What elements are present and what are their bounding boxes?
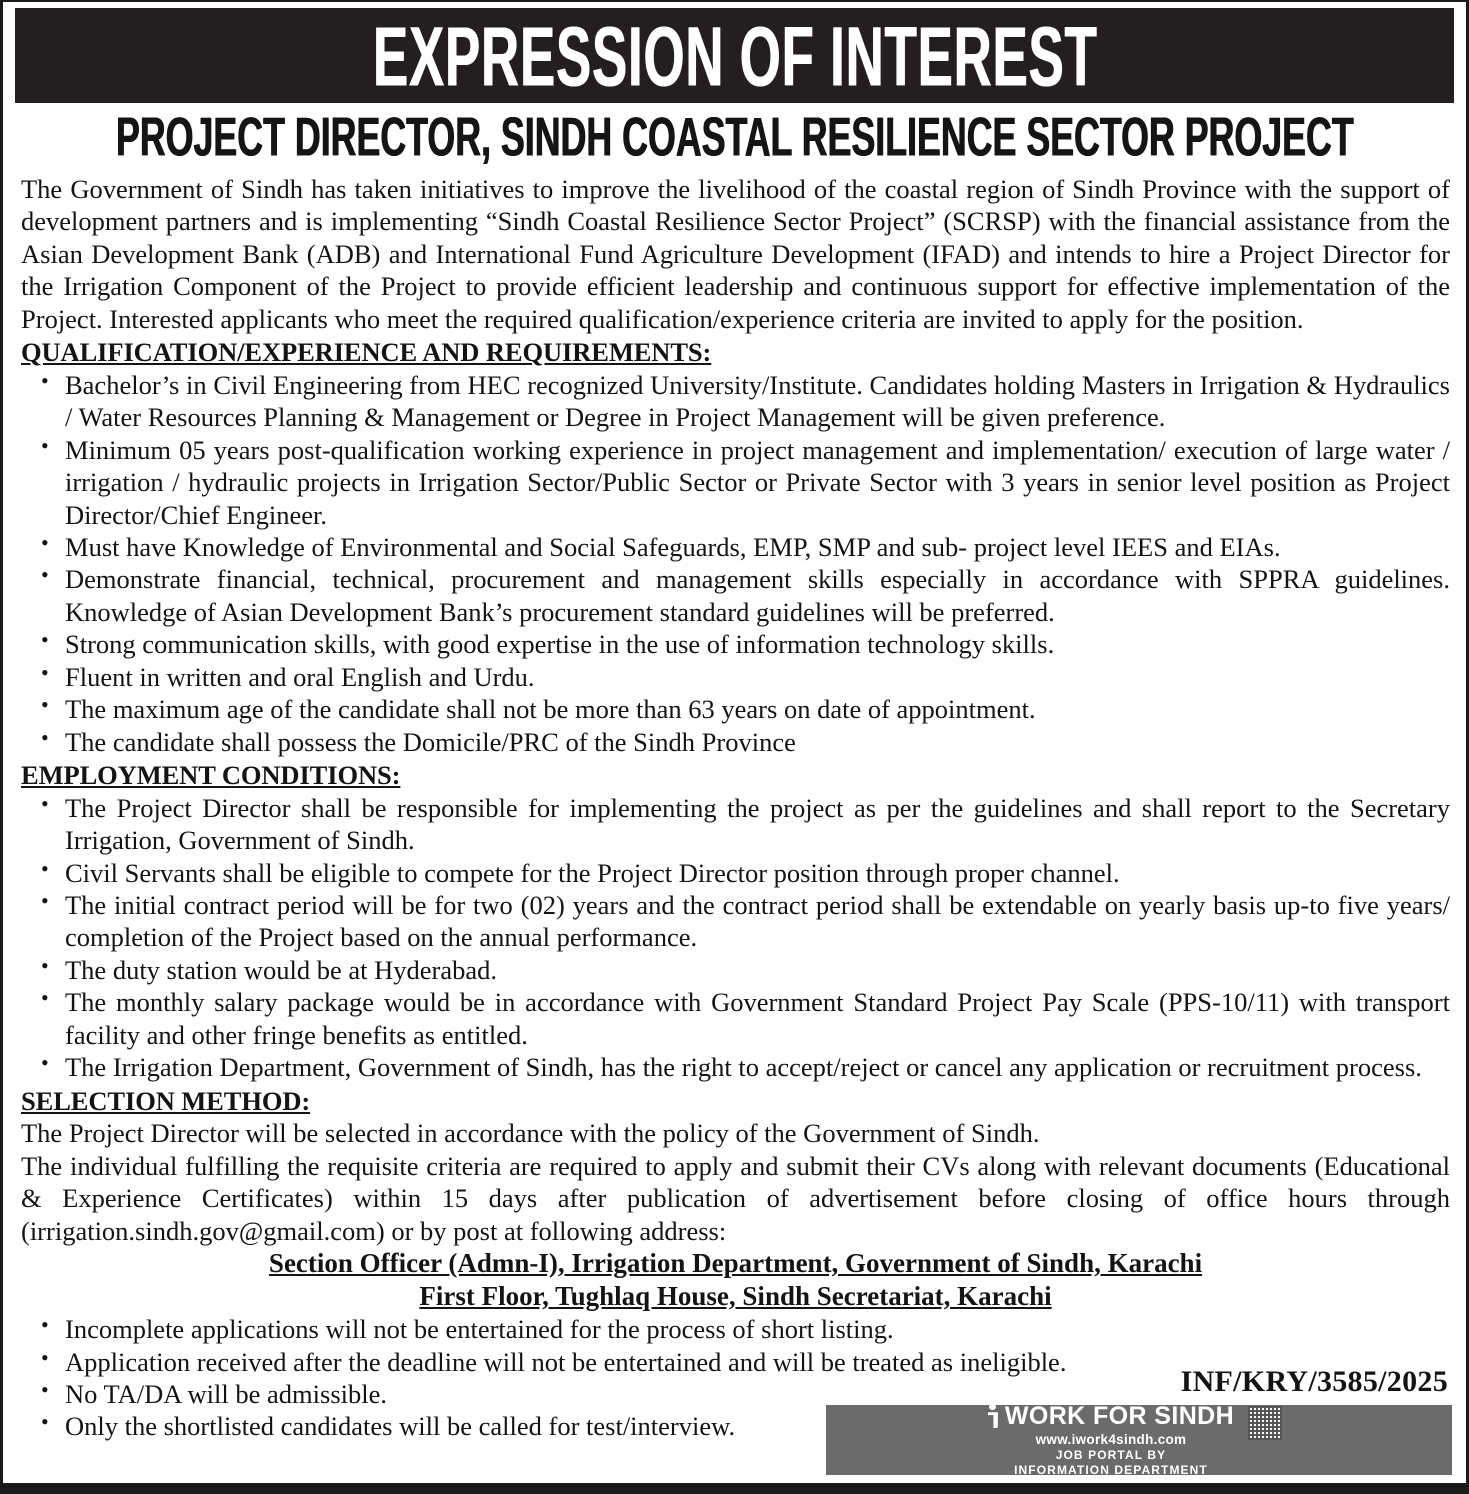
- expression-of-interest-banner: [15, 8, 1454, 103]
- iwork-for-sindh-banner: [826, 1401, 1452, 1478]
- list-item: • Application received after the deadline will not be entertained and will be treated as ineligible.: [21, 1346, 1450, 1378]
- logo-text-column: [988, 1401, 1235, 1478]
- address-line-2: [21, 1280, 1450, 1313]
- list-item: • Bachelor’s in Civil Engineering from HEC recognized University/Institute. Candidates holding Masters in Irrigation & Hydraulics / Water Resources Planning & Management or Degree in Project Management will be given preference.: [21, 369, 1450, 434]
- qr-code-icon: [1248, 1406, 1282, 1440]
- logo-group: [988, 1401, 1282, 1478]
- selection-paragraph-1: The Project Director will be selected in accordance with the policy of the Government of Sindh.: [21, 1118, 1040, 1149]
- list-item: • The Irrigation Department, Government of Sindh, has the right to accept/reject or cancel any application or recruitment process.: [21, 1051, 1450, 1083]
- list-item: • The initial contract period will be for two (02) years and the contract period shall be extendable on yearly basis up-to five years/ completion of the Project based on the annual performance.: [21, 889, 1450, 954]
- advertisement-inner: [15, 8, 1454, 1479]
- list-item: • The monthly salary package would be in accordance with Government Standard Project Pay Scale (PPS-10/11) with transport facility and other fringe benefits as entitled.: [21, 986, 1450, 1051]
- logo-wordmark: WORK FOR SINDH: [1004, 1401, 1235, 1430]
- logo-website-url: www.iwork4sindh.com: [1035, 1431, 1187, 1447]
- address-line-1-text: Section Officer (Admn-I), Irrigation Department, Government of Sindh, Karachi: [268, 1247, 1203, 1278]
- list-item: • Demonstrate financial, technical, procurement and management skills especially in accordance with SPPRA guidelines. Knowledge of Asian Development Bank’s procurement standard guidelines will be preferred.: [21, 563, 1450, 628]
- logo-main-line: [988, 1401, 1235, 1430]
- employment-conditions-list: [21, 792, 1450, 1084]
- list-item: • Incomplete applications will not be entertained for the process of short listing.: [21, 1313, 1450, 1345]
- list-item: • The maximum age of the candidate shall not be more than 63 years on date of appointment.: [21, 693, 1450, 725]
- footer-zone: [15, 1359, 1454, 1479]
- list-item: • Strong communication skills, with good expertise in the use of information technology skills.: [21, 628, 1450, 660]
- address-line-2-text: First Floor, Tughlaq House, Sindh Secretariat, Karachi: [419, 1281, 1052, 1312]
- list-item: • No TA/DA will be admissible.: [21, 1378, 1450, 1410]
- advertisement-body: [15, 167, 1454, 1443]
- person-i-icon: [988, 1404, 999, 1428]
- post-title-wrap: [15, 103, 1454, 167]
- list-item: • Only the shortlisted candidates will be called for test/interview.: [21, 1410, 1450, 1442]
- logo-subtitle-2: INFORMATION DEPARTMENT: [1014, 1463, 1208, 1478]
- address-line-1: [21, 1247, 1450, 1280]
- list-item: • Fluent in written and oral English and Urdu.: [21, 661, 1450, 693]
- inf-reference-code: INF/KRY/3585/2025: [1180, 1365, 1448, 1398]
- list-item: • Must have Knowledge of Environmental and Social Safeguards, EMP, SMP and sub- project level IEES and EIAs.: [21, 531, 1450, 563]
- employment-conditions-heading: EMPLOYMENT CONDITIONS:: [21, 760, 401, 791]
- banner-title: EXPRESSION OF INTEREST: [372, 8, 1097, 103]
- selection-paragraph-2: The individual fulfilling the requisite criteria are required to apply and submit their CVs along with relevant documents (Educational & Experience Certificates) within 15 days after publication of advertisement before closing of office hours through (irrigation.sindh.gov@gmail.com) or by post at following address:: [21, 1150, 1450, 1246]
- list-item: • The candidate shall possess the Domicile/PRC of the Sindh Province: [21, 726, 1450, 758]
- selection-method-heading: SELECTION METHOD:: [21, 1085, 311, 1116]
- list-item: • Civil Servants shall be eligible to compete for the Project Director position through proper channel.: [21, 857, 1450, 889]
- post-title: PROJECT DIRECTOR, SINDH COASTAL RESILIENCE SECTOR PROJECT: [115, 104, 1354, 167]
- list-item: • Minimum 05 years post-qualification working experience in project management and implementation/ execution of large water / irrigation / hydraulic projects in Irrigation Sector/Public Sector or Private Sector with 3 years in senior level position as Project Director/Chief Engineer.: [21, 434, 1450, 531]
- qualification-heading: QUALIFICATION/EXPERIENCE AND REQUIREMENTS:: [21, 337, 712, 368]
- list-item: • The duty station would be at Hyderabad.: [21, 954, 1450, 986]
- intro-paragraph: The Government of Sindh has taken initiatives to improve the livelihood of the coastal region of Sindh Province with the support of development partners and is implementing “Sindh Coastal Resilience Sector Project” (SCRSP) with the financial assistance from the Asian Development Bank (ADB) and International Fund Agriculture Development (IFAD) and intends to hire a Project Director for the Irrigation Component of the Project to provide efficient leadership and continuous support for effective implementation of the Project. Interested applicants who meet the required qualification/experience criteria are invited to apply for the position.: [21, 174, 1450, 334]
- list-item: • The Project Director shall be responsible for implementing the project as per the guidelines and shall report to the Secretary Irrigation, Government of Sindh.: [21, 792, 1450, 857]
- qualification-list: [21, 369, 1450, 758]
- logo-subtitle-1: JOB PORTAL BY: [1055, 1448, 1167, 1463]
